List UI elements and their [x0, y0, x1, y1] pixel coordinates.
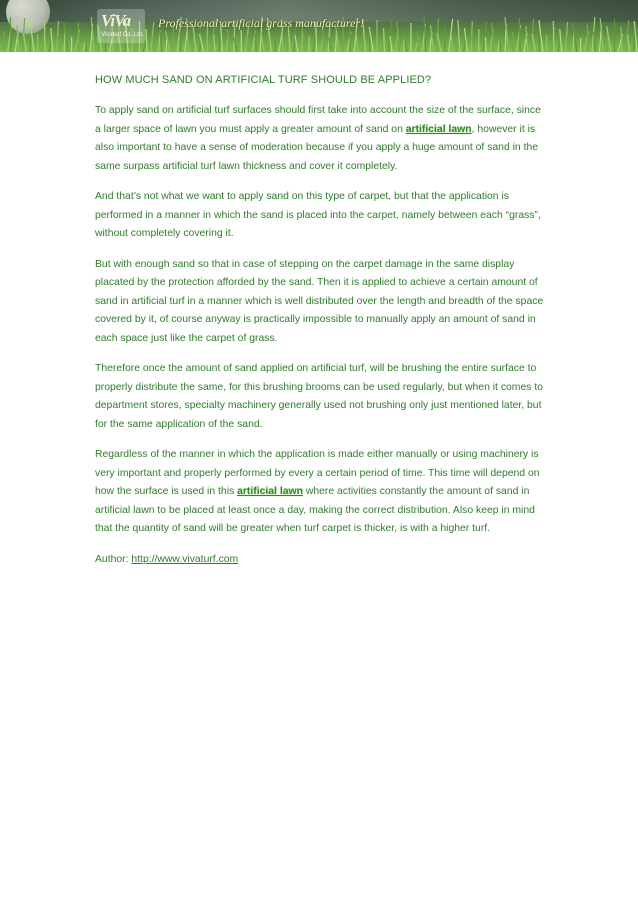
author-line [95, 551, 545, 570]
author-url-link[interactable]: http://www.vivaturf.com [131, 553, 239, 565]
article [95, 74, 545, 581]
logo-mark: ViVa [101, 11, 131, 30]
paragraph-5 [95, 446, 545, 539]
author-label: Author: [95, 553, 132, 565]
paragraph-1 [95, 102, 545, 176]
paragraph-1-text-a: To apply sand on artificial turf surfaces should first take into account the size of the surface, since a larger space of lawn you must apply a greater amount of sand on [95, 105, 541, 135]
artificial-lawn-link[interactable]: artificial lawn [405, 123, 472, 135]
logo-company-name: Vivaturf Co.,Ltd. [101, 32, 144, 38]
paragraph-2: And that’s not what we want to apply sand on this type of carpet, but that the application is performed in a manner in which the sand is placed into the carpet, namely between each “grass”, without completely covering it. [95, 191, 541, 239]
paragraph-4: Therefore once the amount of sand applied on artificial turf, will be brushing the entire surface to properly distribute the same, for this brushing brooms can be used regularly, but when it comes to department stores, specialty machinery generally used not brushing only just mentioned later, but for the same application of the sand. [95, 363, 543, 430]
paragraph-5-text-b: where activities constantly the amount of sand in artificial lawn to be placed at least once a day, making the correct distribution. Also keep in mind that the quantity of sand will be greater when turf carpet is thicker, is with a higher turf. [95, 486, 535, 534]
paragraph-5-text-a: Regardless of the manner in which the application is made either manually or using machinery is very important and properly performed by every a certain period of time. This time will depend on how the surface is used in this [95, 449, 540, 497]
article-title: HOW MUCH SAND ON ARTIFICIAL TURF SHOULD BE APPLIED? [95, 74, 432, 86]
header-banner [0, 0, 638, 52]
paragraph-3: But with enough sand so that in case of stepping on the carpet damage in the same display placated by the protection afforded by the sand. Then it is applied to achieve a certain amount of sand in artificial turf in a manner which is well distributed over the length and breadth of the space covered by it, of course anyway is practically impossible to manually apply an amount of sand in each space just like the carpet of grass. [95, 258, 544, 344]
artificial-lawn-link[interactable]: artificial lawn [237, 486, 303, 497]
company-logo[interactable] [97, 9, 145, 43]
paragraph-1-text-b: , however it is also important to have a sense of moderation because if you apply a huge amount of sand in the same surpass artificial turf lawn thickness and cover it completely. [95, 123, 539, 172]
header-tagline: Professional artificial grass manufacturer! [158, 16, 365, 30]
